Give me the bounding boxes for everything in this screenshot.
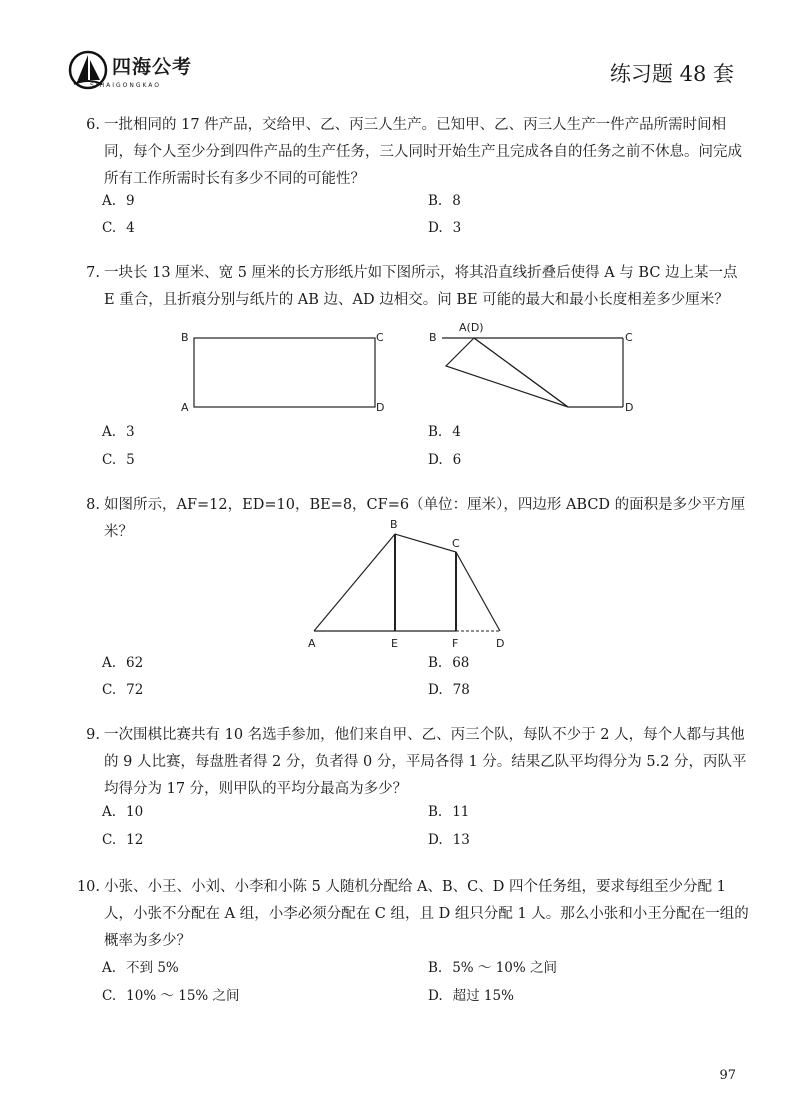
option-c[interactable]: C. 4 (102, 220, 135, 236)
option-b[interactable]: B. 11 (428, 804, 470, 820)
q7-fold-label-b: B (429, 331, 437, 344)
question-10 (70, 874, 750, 955)
question-7 (70, 260, 750, 314)
q7-figure (170, 322, 650, 422)
option-b[interactable]: B. 5% ～ 10% 之间 (428, 960, 558, 976)
question-number: 7. (86, 265, 100, 281)
question-text: 一次围棋比赛共有 10 名选手参加，他们来自甲、乙、丙三个队，每队不少于 2 人，每个人都与其他的 9 人比赛，每盘胜者得 2 分，负者得 0 分，平局各得 1 分。结果乙队平均得分为 5.2 分，丙队平均得分为 17 分，则甲队的平均分最高为多少？ (104, 727, 747, 797)
q7-label-a: A (181, 401, 189, 414)
q8-label-d: D (496, 637, 505, 650)
option-a[interactable]: A. 3 (102, 424, 135, 440)
q7-label-c: C (376, 331, 384, 344)
q7-fold-label-c: C (625, 331, 633, 344)
question-text: 小张、小王、小刘、小李和小陈 5 人随机分配给 A、B、C、D 四个任务组，要求每组至少分配 1 人，小张不分配在 A 组，小李必须分配在 C 组，且 D 组只分配 1 人。那么小张和小王分配在一组的概率为多少？ (104, 879, 749, 949)
question-9 (70, 722, 750, 803)
option-c[interactable]: C. 5 (102, 452, 135, 468)
option-d[interactable]: D. 超过 15% (428, 988, 514, 1004)
option-d[interactable]: D. 78 (428, 682, 470, 698)
q8-label-f: F (452, 637, 459, 650)
q7-rectangle (194, 338, 375, 407)
option-b[interactable]: B. 4 (428, 424, 461, 440)
option-c[interactable]: C. 12 (102, 832, 144, 848)
option-c[interactable]: C. 10% ～ 15% 之间 (102, 988, 240, 1004)
question-6 (70, 112, 750, 193)
question-number: 8. (86, 497, 100, 513)
q8-quadrilateral (314, 534, 500, 631)
logo (68, 50, 208, 94)
q8-figure (300, 514, 520, 654)
q7-fold-label-ad: A(D) (459, 322, 484, 334)
page-number: 97 (719, 1068, 736, 1083)
q7-label-b: B (181, 331, 189, 344)
question-number: 10. (76, 879, 100, 895)
question-text: 如图所示，AF=12，ED=10，BE=8，CF=6（单位：厘米），四边形 ABCD 的面积是多少平方厘米？ (104, 497, 746, 540)
question-number: 9. (86, 727, 100, 743)
logo-text: 四海公考 (112, 56, 193, 78)
option-a[interactable]: A. 不到 5% (102, 960, 179, 976)
q8-label-a: A (308, 637, 316, 650)
question-text: 一块长 13 厘米、宽 5 厘米的长方形纸片如下图所示，将其沿直线折叠后使得 A 与 BC 边上某一点 E 重合，且折痕分别与纸片的 AB 边、AD 边相交。问 BE 可能的最大和最小长度相差多少厘米？ (104, 265, 738, 308)
option-a[interactable]: A. 62 (102, 655, 144, 671)
option-d[interactable]: D. 13 (428, 832, 470, 848)
option-b[interactable]: B. 8 (428, 193, 461, 209)
option-b[interactable]: B. 68 (428, 655, 470, 671)
option-a[interactable]: A. 9 (102, 193, 135, 209)
set-label: 练习题 48 套 (609, 62, 734, 86)
q7-fold-label-d: D (625, 401, 634, 414)
option-a[interactable]: A. 10 (102, 804, 144, 820)
q7-label-d: D (376, 401, 385, 414)
logo-subtitle: SIHAIGONGKAO (90, 82, 162, 89)
q7-crease (474, 338, 568, 407)
option-c[interactable]: C. 72 (102, 682, 144, 698)
q8-label-b: B (390, 518, 398, 531)
question-text: 一批相同的 17 件产品，交给甲、乙、丙三人生产。已知甲、乙、丙三人生产一件产品所需时间相同，每个人至少分到四件产品的生产任务，三人同时开始生产且完成各自的任务之前不休息。问完成所有工作所需时长有多少不同的可能性？ (104, 117, 742, 187)
q8-label-e: E (391, 637, 398, 650)
option-d[interactable]: D. 3 (428, 220, 462, 236)
question-number: 6. (86, 117, 100, 133)
q7-fold-flap (446, 338, 568, 407)
q8-label-c: C (452, 537, 460, 550)
option-d[interactable]: D. 6 (428, 452, 462, 468)
